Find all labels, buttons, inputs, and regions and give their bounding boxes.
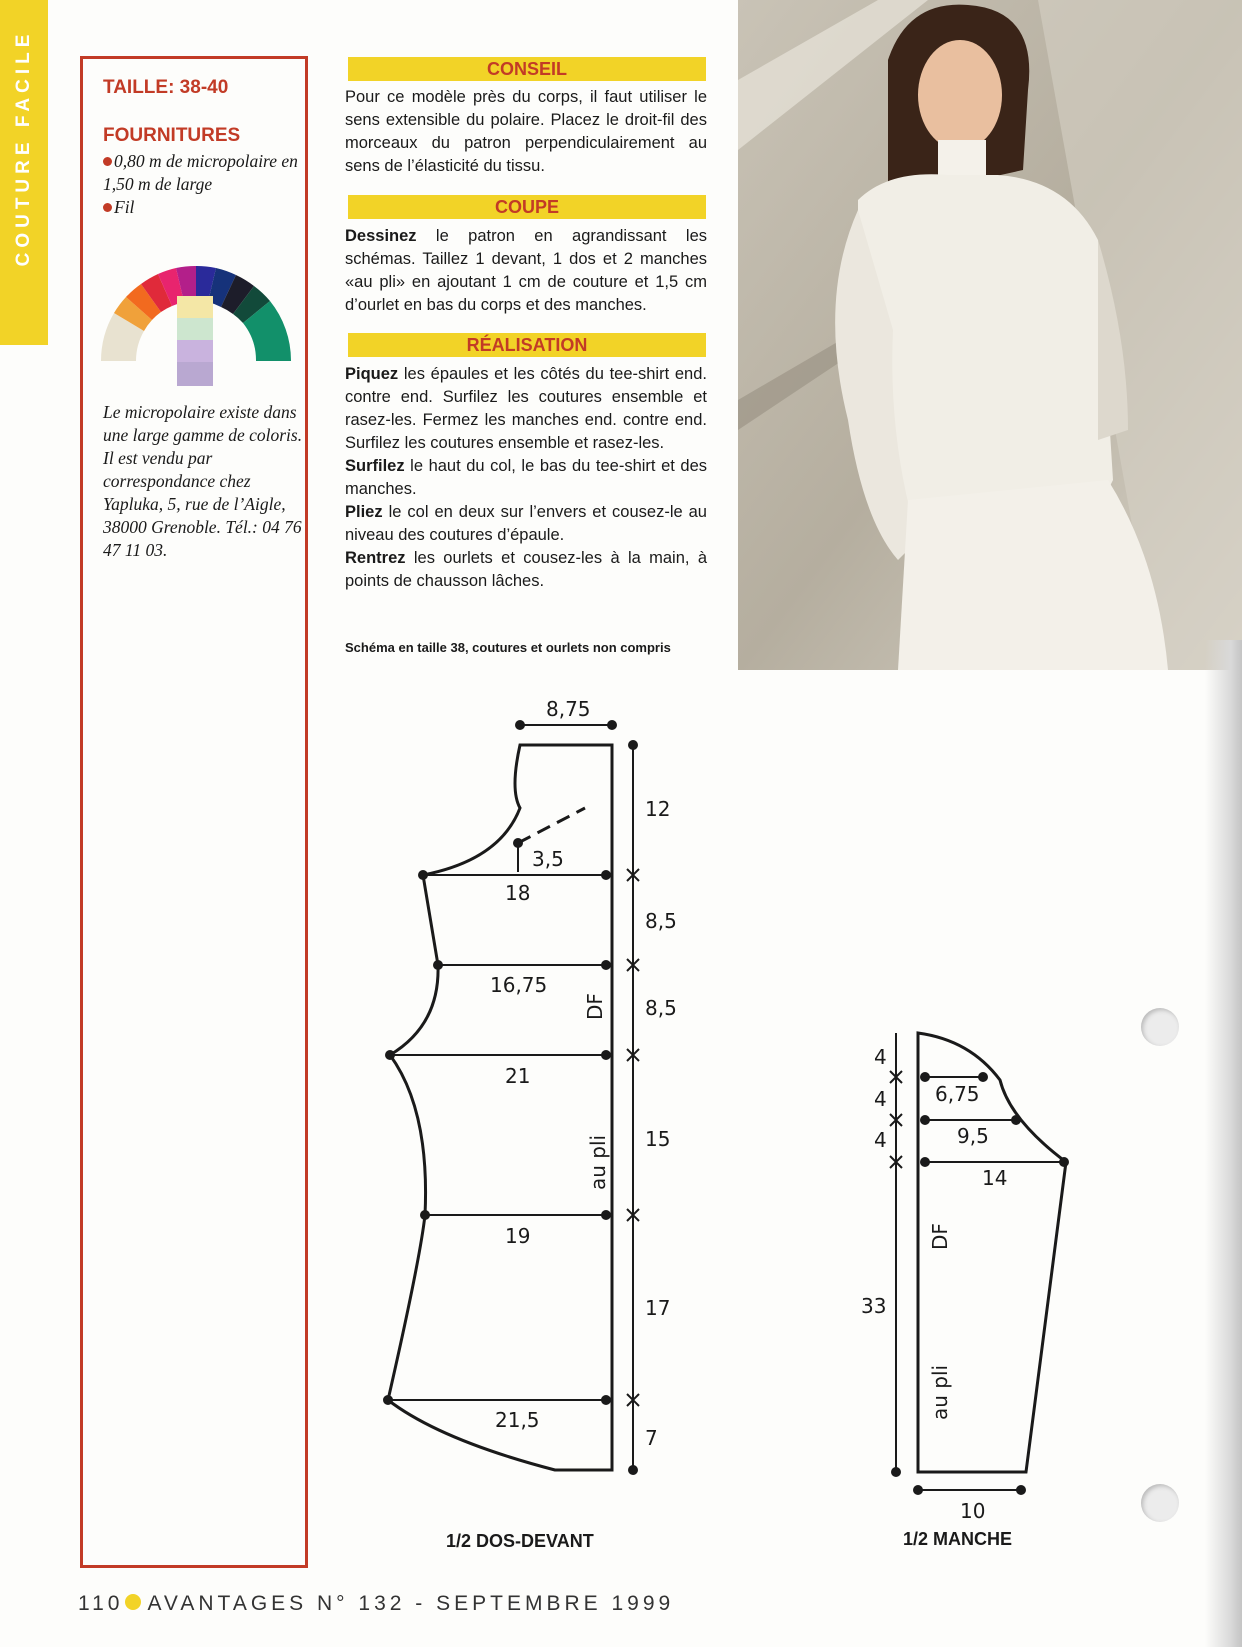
sleeve-bottom-width: 10	[960, 1499, 986, 1523]
step: Rentrez les ourlets et cousez-les à la main, à points de chausson lâches.	[345, 549, 707, 590]
sleeve-cap-height: 4	[874, 1045, 887, 1069]
body-width-label: 21,5	[495, 1408, 540, 1432]
sleeve-pattern-caption: 1/2 MANCHE	[903, 1529, 1013, 1549]
body-pattern-markers	[383, 720, 638, 1475]
sleeve-grain-label: DF	[928, 1223, 952, 1250]
size-heading: TAILLE: 38-40	[103, 77, 229, 98]
body-fold-label: au pli	[586, 1134, 610, 1190]
body-width-label: 21	[505, 1064, 531, 1088]
body-height-label: 8,5	[645, 996, 677, 1020]
conseil-heading: CONSEIL	[348, 57, 706, 81]
body-grain-label: DF	[583, 993, 607, 1020]
issue-info: AVANTAGES N° 132 - SEPTEMBRE 1999	[147, 1592, 675, 1615]
body-pattern-caption: 1/2 DOS-DEVANT	[446, 1531, 594, 1551]
body-width-label: 16,75	[490, 973, 548, 997]
sleeve-cap-height: 4	[874, 1128, 887, 1152]
step: Surfilez le haut du col, le bas du tee-shirt et des manches.	[345, 457, 707, 498]
body-height-label: 7	[645, 1426, 658, 1450]
realisation-heading: RÉALISATION	[348, 333, 706, 357]
schema-caption: Schéma en taille 38, coutures et ourlets non compris	[345, 640, 671, 655]
body-height-label: 15	[645, 1127, 671, 1151]
step: Piquez les épaules et les côtés du tee-shirt end. contre end. Surfilez les coutures ensemble et rasez-les. Fermez les manches end. contre end. Surfilez les coutures ensemble et rasez-les.	[345, 365, 707, 452]
footer-dot-icon	[125, 1594, 141, 1610]
binder-hole	[1141, 1484, 1179, 1522]
sleeve-pattern	[896, 1033, 1066, 1490]
sleeve-width-label: 6,75	[935, 1082, 980, 1106]
body-neck-drop: 3,5	[532, 847, 564, 871]
body-height-label: 17	[645, 1296, 671, 1320]
body-height-label: 12	[645, 797, 671, 821]
sleeve-fold-label: au pli	[928, 1364, 952, 1420]
section-tab-label: COUTURE FACILE	[13, 29, 34, 267]
sleeve-width-label: 9,5	[957, 1124, 989, 1148]
step: Pliez le col en deux sur l’envers et cousez-le au niveau des coutures d’épaule.	[345, 503, 707, 544]
coupe-text: Dessinez le patron en agrandissant les schémas. Taillez 1 devant, 1 dos et 2 manches «au pli» en ajoutant 1 cm de couture et 1,5 cm d’ourlet en bas du corps et des manches.	[345, 227, 707, 314]
body-width-label: 19	[505, 1224, 531, 1248]
page-edge-shadow	[1205, 640, 1242, 1647]
supplies-heading: FOURNITURES	[103, 125, 241, 146]
supplies-item: Fil	[103, 196, 303, 219]
supplier-note: Le micropolaire existe dans une large gamme de coloris. Il est vendu par correspondance chez Yapluka, 5, rue de l’Aigle, 38000 Grenoble. Tél.: 04 76 47 11 03.	[103, 402, 303, 560]
body-width-label: 18	[505, 881, 531, 905]
sleeve-length-label: 33	[861, 1294, 887, 1318]
supplies-item: 0,80 m de micropolaire en 1,50 m de large	[103, 151, 298, 194]
body-top-width: 8,75	[546, 697, 591, 721]
binder-hole	[1141, 1008, 1179, 1046]
page-footer	[78, 1592, 674, 1616]
body-height-label: 8,5	[645, 909, 677, 933]
page-number: 110	[78, 1592, 124, 1615]
conseil-text: Pour ce modèle près du corps, il faut utiliser le sens extensible du polaire. Placez le droit-fil des morceaux du patron perpendiculairement au sens de l’élasticité du tissu.	[345, 88, 707, 175]
sleeve-width-label: 14	[982, 1166, 1008, 1190]
coupe-heading: COUPE	[348, 195, 706, 219]
sleeve-cap-height: 4	[874, 1087, 887, 1111]
body-pattern	[388, 725, 633, 1470]
